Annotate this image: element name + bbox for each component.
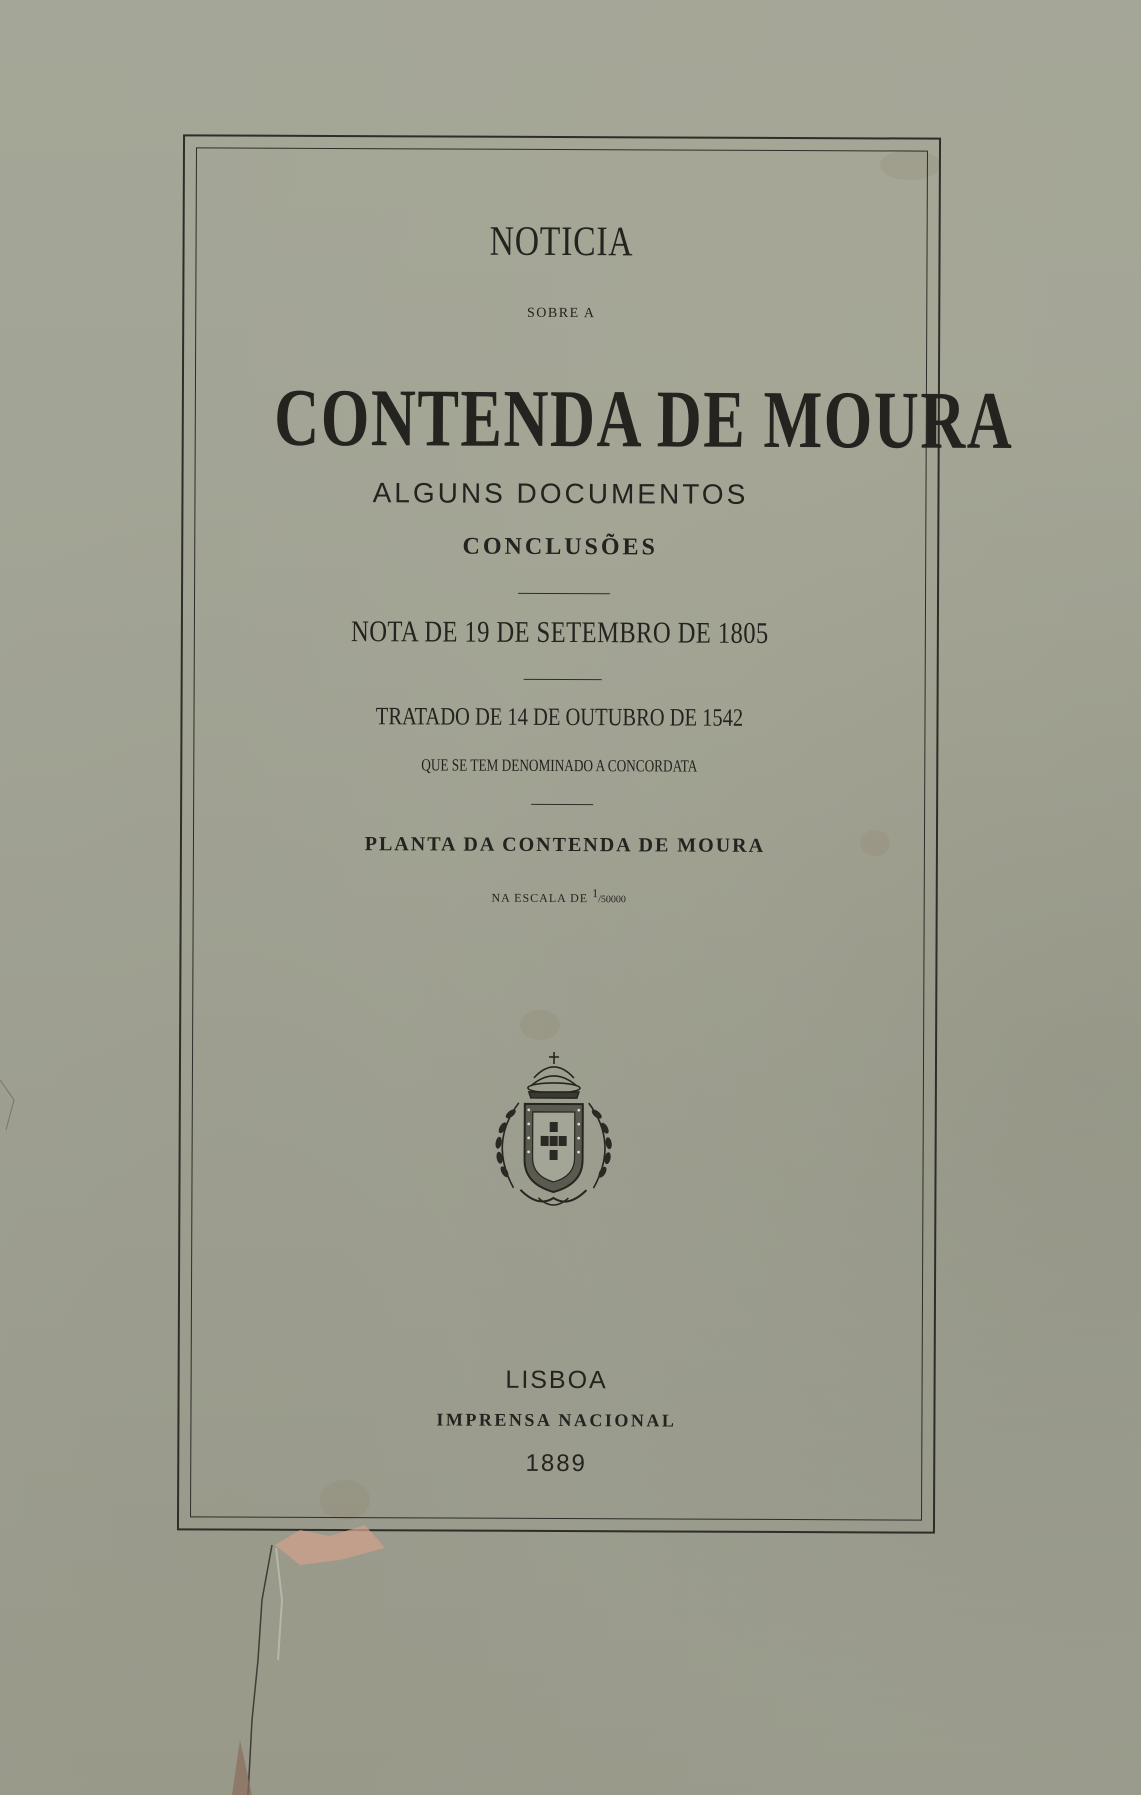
cover-border-frame (177, 134, 1014, 1533)
tratado-subline: QUE SE TEM DENOMINADO A CONCORDATA (421, 755, 698, 776)
escala-prefix: NA ESCALA DE (491, 890, 589, 906)
subtitle-documentos: ALGUNS DOCUMENTOS (372, 477, 749, 510)
tratado-line: TRATADO DE 14 DE OUTUBRO DE 1542 (375, 703, 744, 732)
escala-denominator: 50000 (600, 894, 626, 906)
publication-year: 1889 (525, 1449, 587, 1478)
main-title: CONTENDA DE MOURA (274, 371, 1014, 466)
divider-rule (524, 679, 602, 680)
planta-line: PLANTA DA CONTENDA DE MOURA (364, 833, 766, 857)
publisher-name: IMPRENSA NACIONAL (436, 1409, 677, 1431)
place-lisboa: LISBOA (505, 1365, 608, 1395)
escala-numerator: 1 (592, 886, 599, 901)
subtitle-conclusoes: CONCLUSÕES (462, 533, 658, 561)
nota-line: NOTA DE 19 DE SETEMBRO DE 1805 (351, 615, 769, 650)
coat-of-arms-icon (478, 1048, 629, 1219)
divider-rule (531, 804, 593, 805)
divider-rule (518, 593, 610, 594)
escala-line: NA ESCALA DE 1/50000 (491, 886, 626, 906)
sobre-text: SOBRE A (527, 305, 596, 322)
title-noticia: NOTICIA (489, 218, 634, 266)
title-block (179, 136, 1014, 1531)
